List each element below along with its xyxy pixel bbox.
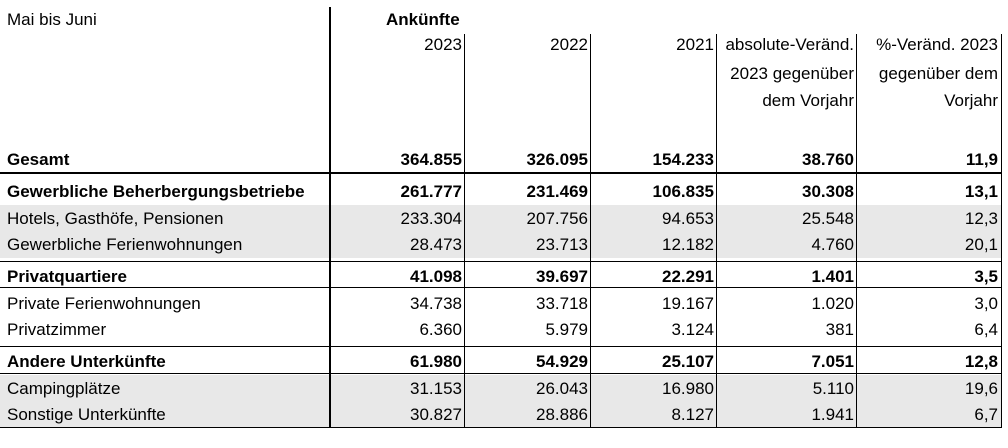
row-label: Gewerbliche Ferienwohnungen [7, 235, 243, 254]
row-label: Privatquartiere [7, 267, 127, 286]
row-value-col-5: 11,9 [965, 150, 998, 169]
row-label: Privatzimmer [7, 320, 107, 339]
row-value-col-1: 233.304 [400, 209, 462, 228]
row-label: Gewerbliche Beherbergungsbetriebe [7, 182, 305, 201]
row-label: Gesamt [7, 150, 70, 169]
column-header-4-line-2: 2023 gegenüber [730, 64, 854, 83]
row-value-col-5: 6,4 [974, 320, 998, 339]
row-label: Private Ferienwohnungen [7, 294, 201, 313]
row-value-col-4: 25.548 [802, 209, 854, 228]
row-value-col-5: 12,8 [964, 352, 998, 371]
column-header-3-line-1: 2021 [676, 35, 714, 54]
divider-horizontal [0, 427, 1002, 428]
row-value-col-3: 8.127 [671, 405, 714, 424]
divider-horizontal [0, 261, 1002, 262]
row-label: Andere Unterkünfte [7, 352, 166, 371]
row-value-col-2: 207.756 [526, 209, 588, 228]
column-header-1-line-1: 2023 [424, 35, 462, 54]
row-value-col-5: 6,7 [974, 405, 998, 424]
row-value-col-4: 1.941 [811, 405, 854, 424]
row-label: Hotels, Gasthöfe, Pensionen [7, 209, 224, 228]
group-label-arrivals: Ankünfte [386, 10, 460, 29]
row-value-col-5: 3,5 [974, 267, 998, 286]
row-value-col-3: 25.107 [662, 352, 714, 371]
row-value-col-3: 94.653 [662, 209, 714, 228]
column-header-5-line-2: gegenüber dem [878, 64, 998, 83]
column-header-4-line-3: dem Vorjahr [762, 91, 854, 110]
row-value-col-4: 1.020 [811, 294, 854, 313]
row-value-col-2: 326.095 [526, 150, 588, 169]
row-value-col-2: 54.929 [536, 352, 588, 371]
row-value-col-2: 28.886 [536, 405, 588, 424]
row-value-col-1: 34.738 [410, 294, 462, 313]
divider-vertical [856, 34, 857, 428]
row-value-col-1: 261.777 [400, 182, 462, 201]
row-value-col-1: 364.855 [400, 150, 462, 169]
divider-horizontal [0, 373, 1002, 374]
row-value-col-5: 3,0 [974, 294, 998, 313]
column-header-4-line-1: absolute-Veränd. [725, 35, 854, 54]
row-value-col-3: 154.233 [652, 150, 714, 169]
divider-vertical [329, 7, 331, 428]
row-value-col-4: 1.401 [811, 267, 854, 286]
row-value-col-4: 4.760 [811, 235, 854, 254]
row-value-col-3: 3.124 [671, 320, 714, 339]
row-value-col-1: 31.153 [410, 379, 462, 398]
divider-vertical [464, 34, 465, 428]
column-header-2-line-1: 2022 [550, 35, 588, 54]
row-value-col-4: 5.110 [812, 379, 854, 398]
column-header-5-line-3: Vorjahr [944, 91, 998, 110]
row-value-col-2: 231.469 [526, 182, 588, 201]
row-value-col-1: 41.098 [410, 267, 462, 286]
row-value-col-4: 7.051 [811, 352, 854, 371]
row-value-col-4: 381 [825, 320, 854, 339]
row-label: Sonstige Unterkünfte [7, 405, 166, 424]
row-value-col-1: 30.827 [410, 405, 462, 424]
row-value-col-3: 12.182 [662, 235, 714, 254]
row-value-col-3: 19.167 [662, 294, 714, 313]
column-header-5-line-1: %-Veränd. 2023 [876, 35, 998, 54]
row-value-col-5: 13,1 [964, 182, 998, 201]
row-value-col-3: 106.835 [652, 182, 714, 201]
row-value-col-1: 6.360 [419, 320, 462, 339]
period-label: Mai bis Juni [7, 10, 97, 29]
divider-vertical [590, 34, 591, 428]
row-value-col-2: 23.713 [536, 235, 588, 254]
row-value-col-2: 26.043 [536, 379, 588, 398]
row-value-col-2: 39.697 [536, 267, 588, 286]
row-value-col-1: 28.473 [410, 235, 462, 254]
divider-horizontal [0, 346, 1002, 347]
row-value-col-3: 16.980 [662, 379, 714, 398]
row-value-col-3: 22.291 [662, 267, 714, 286]
row-value-col-5: 12,3 [964, 209, 998, 228]
divider-vertical [716, 34, 717, 428]
row-value-col-2: 5.979 [545, 320, 588, 339]
row-value-col-4: 38.760 [802, 150, 854, 169]
row-value-col-5: 20,1 [964, 235, 998, 254]
divider-vertical [1001, 34, 1002, 428]
divider-horizontal [0, 172, 1002, 174]
row-value-col-1: 61.980 [410, 352, 462, 371]
row-value-col-5: 19,6 [964, 379, 998, 398]
row-value-col-4: 30.308 [802, 182, 854, 201]
row-label: Campingplätze [7, 379, 121, 398]
divider-horizontal [0, 287, 1002, 288]
row-value-col-2: 33.718 [536, 294, 588, 313]
